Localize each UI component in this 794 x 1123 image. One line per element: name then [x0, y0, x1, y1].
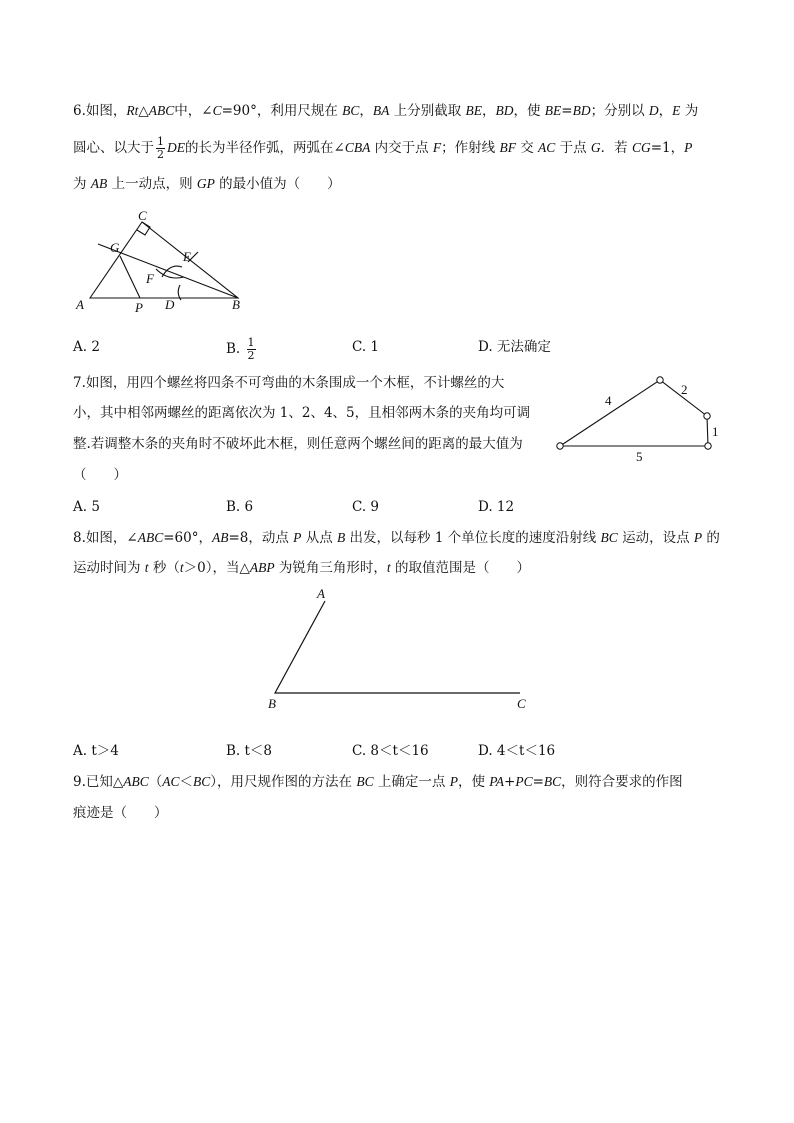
q8-text: 为锐角三角形时，	[274, 560, 387, 576]
q9-line-1	[73, 772, 683, 792]
q8-text: ＞0），当△	[183, 560, 250, 576]
right-angle-mark	[137, 222, 150, 235]
q6-text: CG	[631, 140, 651, 155]
q8-text: P	[693, 530, 703, 545]
q9-text: ，使	[457, 774, 490, 790]
q9-text: ，则符合要求的作图	[561, 774, 683, 790]
q6-line-2	[73, 136, 692, 161]
q6-text: 圆心、以大于	[73, 140, 154, 156]
q9-text: BC	[193, 774, 211, 789]
label-p: P	[135, 300, 143, 315]
label-b: B	[268, 696, 276, 711]
q9-text: ＜	[179, 774, 194, 790]
q9-text: 上确定一点	[373, 774, 450, 790]
angle-abc	[275, 601, 520, 693]
q6-text: 的最小值为（ ）	[214, 176, 341, 192]
q7-option-a: A. 5	[73, 499, 100, 515]
q9-text: ABC	[123, 774, 149, 789]
q9-text: =	[532, 774, 544, 790]
q9-text: PA	[489, 774, 505, 789]
q6-text: D	[648, 103, 659, 118]
side-label-2: 2	[681, 382, 688, 397]
q6-text: DE	[167, 140, 185, 155]
q7-figure	[550, 370, 725, 465]
q6-text: AB	[90, 176, 108, 191]
screw-1	[557, 443, 563, 449]
q8-text: =8，动点	[228, 530, 294, 546]
label-c: C	[138, 208, 147, 223]
q8-text: BC	[600, 530, 618, 545]
q6-text: 于点	[555, 140, 591, 156]
q6-text: BD	[495, 103, 514, 118]
q6-option-d: D. 无法确定	[478, 339, 551, 355]
q6-line-3	[73, 174, 341, 194]
q6-text: =1，	[650, 140, 685, 156]
screw-3	[704, 413, 710, 419]
q8-line-2	[73, 558, 530, 578]
label-a: A	[76, 297, 84, 312]
q6-option-c: C. 1	[352, 339, 380, 355]
q8-text: 运动，设点	[617, 530, 694, 546]
q6-text: 中，∠	[174, 103, 213, 119]
arc-f-2	[156, 269, 184, 278]
q9-text: BC	[356, 774, 374, 789]
q6-text: BA	[372, 103, 390, 118]
q6-text: AC	[538, 140, 556, 155]
q8-text: 的取值范围是（ ）	[390, 560, 530, 576]
q6-text: F	[432, 140, 442, 155]
q6-text: ，使	[513, 103, 545, 119]
q7-line-3: 整.若调整木条的夹角时不破坏此木框，则任意两个螺丝间的距离的最大值为	[73, 436, 523, 452]
q6-text: P	[684, 140, 693, 155]
label-d: D	[165, 297, 175, 312]
label-g: G	[110, 240, 120, 255]
q6-option-b-label: B.	[226, 341, 241, 357]
q6-figure	[70, 205, 260, 320]
q9-text: BC	[543, 774, 562, 789]
q8-text: P	[293, 530, 302, 545]
q7-line-1: 7.如图，用四个螺丝将四条不可弯曲的木条围成一个木框，不计螺丝的大	[73, 375, 505, 391]
q7-option-d: D. 12	[478, 499, 515, 515]
q9-text: 9.已知△	[73, 774, 124, 790]
q8-text: t	[144, 560, 149, 575]
screw-4	[705, 443, 711, 449]
q8-text: t	[386, 560, 391, 575]
q9-text: ），用尺规作图的方法在	[210, 774, 357, 790]
q6-text: 上一动点，则	[107, 176, 197, 192]
q8-text: 8.如图，∠	[73, 530, 138, 546]
q6-text: BE	[544, 103, 562, 118]
q6-text: ；作射线	[441, 140, 500, 156]
screw-2	[657, 377, 663, 383]
q8-option-c: C. 8＜t＜16	[352, 743, 429, 759]
q6-line-1	[73, 101, 698, 121]
label-b: B	[232, 297, 240, 312]
q8-line-1	[73, 528, 720, 548]
fraction-one-half	[247, 337, 256, 362]
q6-text: CBA	[344, 140, 371, 155]
q6-text: BC	[342, 103, 360, 118]
fraction-one-half	[156, 136, 165, 161]
q6-text: =90°，利用尺规在	[221, 103, 343, 119]
q6-text: ，	[658, 103, 673, 119]
q6-text: 内交于点	[370, 140, 433, 156]
q9-line-2: 痕迹是（ ）	[73, 805, 168, 821]
q6-text: BE	[465, 103, 482, 118]
fraction-numerator: 1	[157, 135, 164, 148]
q8-option-a: A. t＞4	[73, 743, 119, 759]
q6-text: E	[672, 103, 681, 118]
q8-text: 秒（	[148, 560, 180, 576]
q6-text: 的长为半径作弧，两弧在∠	[185, 140, 345, 156]
q6-option-b	[226, 337, 258, 362]
q9-text: PC	[515, 774, 533, 789]
q6-text: G	[590, 140, 601, 155]
label-f: F	[146, 271, 154, 286]
fraction-denominator: 2	[247, 349, 255, 362]
fraction-denominator: 2	[157, 148, 164, 161]
q7-option-c: C. 9	[352, 499, 380, 515]
side-label-1: 1	[712, 424, 719, 439]
label-c: C	[517, 696, 526, 711]
q8-text: =60°，	[163, 530, 212, 546]
q9-text: +	[504, 774, 516, 790]
q7-line-2: 小，其中相邻两螺丝的距离依次为 1、2、4、5，且相邻两木条的夹角均可调	[73, 405, 531, 421]
q6-option-a: A. 2	[73, 339, 100, 355]
triangle-abc	[90, 222, 238, 298]
q6-text: 交	[515, 140, 539, 156]
q8-text: t	[179, 560, 184, 575]
label-a: A	[317, 586, 325, 601]
q8-text: B	[337, 530, 346, 545]
q6-text: 为	[73, 176, 91, 192]
q6-text: =	[561, 103, 573, 119]
q8-text: AB	[211, 530, 229, 545]
q6-text: ，	[482, 103, 496, 119]
label-e: E	[183, 249, 191, 264]
q6-text: ，	[359, 103, 373, 119]
q6-text: BF	[499, 140, 516, 155]
fraction-numerator: 1	[247, 336, 255, 349]
q6-text: 为	[680, 103, 699, 119]
q9-text: P	[449, 774, 458, 789]
q8-text: 运动时间为	[73, 560, 145, 576]
q8-option-d: D. 4＜t＜16	[478, 743, 556, 759]
q6-text: 上分别截取	[389, 103, 466, 119]
q7-option-b: B. 6	[226, 499, 254, 515]
q6-text: C	[212, 103, 222, 118]
q6-text: ；分别以	[590, 103, 649, 119]
segment-gp	[120, 256, 140, 298]
q8-figure	[260, 585, 535, 715]
q6-text: Rt	[126, 103, 139, 118]
q6-text: 6.如图，	[73, 103, 127, 119]
q8-text: 出发，以每秒 1 个单位长度的速度沿射线	[345, 530, 601, 546]
q9-text: AC	[162, 774, 180, 789]
q8-text: ABP	[249, 560, 275, 575]
q7-line-4: （ ）	[73, 467, 127, 483]
side-label-4: 4	[605, 393, 612, 408]
side-label-5: 5	[636, 449, 643, 464]
q9-text: （	[148, 774, 163, 790]
q8-text: 从点	[301, 530, 337, 546]
q6-text: GP	[196, 176, 215, 191]
q8-text: 的	[702, 530, 720, 546]
q6-text: BD	[572, 103, 591, 118]
q6-text: ．若	[600, 140, 632, 156]
q6-text: △	[138, 103, 149, 119]
q6-text: ABC	[148, 103, 175, 118]
q8-option-b: B. t＜8	[226, 743, 273, 759]
q8-text: ABC	[137, 530, 164, 545]
